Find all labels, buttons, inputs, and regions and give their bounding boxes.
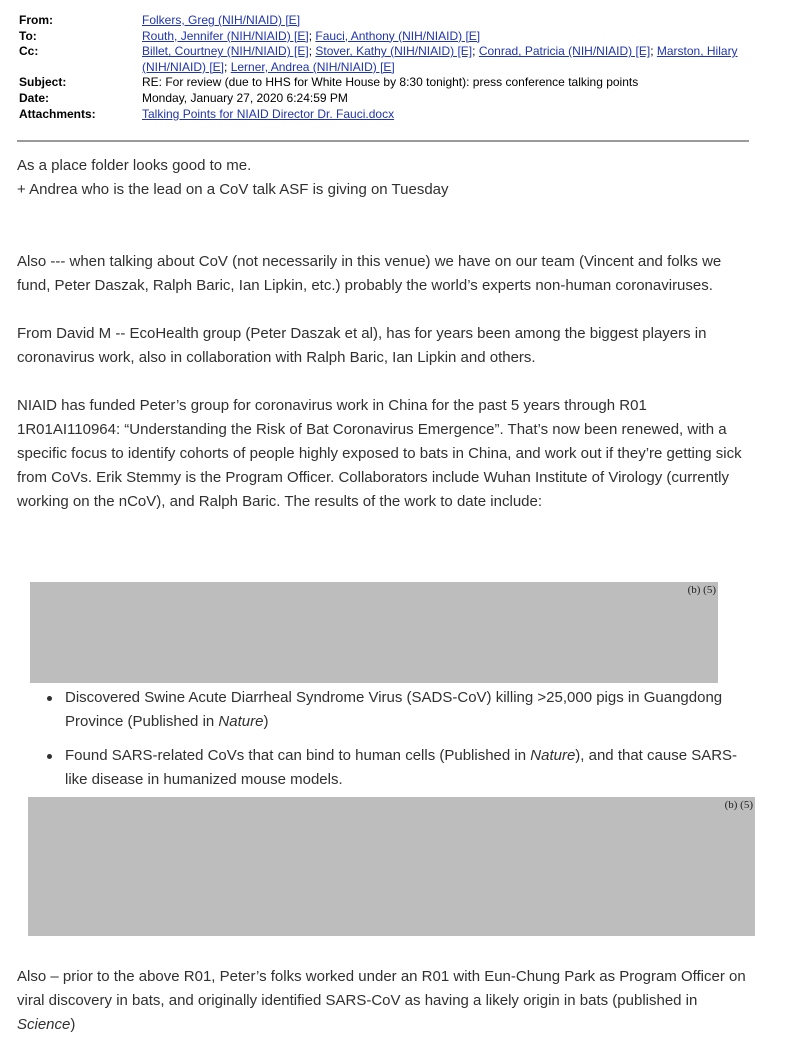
list-item	[47, 744, 747, 792]
redaction-block-1	[30, 582, 718, 683]
to-label: To:	[19, 28, 37, 43]
cc-link-billet[interactable]: Billet, Courtney (NIH/NIAID) [E]	[142, 44, 309, 59]
bullet-1-end: )	[263, 713, 269, 730]
bullet-icon	[47, 696, 52, 701]
subject-label: Subject:	[19, 75, 67, 90]
to-link-routh[interactable]: Routh, Jennifer (NIH/NIAID) [E]	[142, 28, 309, 43]
attachment-link[interactable]: Talking Points for NIAID Director Dr. Fauci.docx	[142, 106, 395, 121]
cc-link-conrad[interactable]: Conrad, Patricia (NIH/NIAID) [E]	[478, 44, 651, 59]
date-label: Date:	[19, 90, 50, 105]
from-label: From:	[19, 13, 53, 27]
redaction-tag-2: (b) (5)	[724, 799, 753, 811]
paragraph-prior-r01	[17, 965, 747, 1037]
separator: ;	[650, 44, 654, 59]
attachments-row	[19, 107, 749, 123]
separator: ;	[308, 28, 313, 43]
bullet-2-journal: Nature	[530, 747, 576, 764]
cc-row	[19, 44, 749, 75]
paragraph-ecohealth: From David M -- EcoHealth group (Peter Daszak et al), has for years been among the biggest players in coronavirus work, also in collaboration with Ralph Baric, Ian Lipkin and others.	[17, 325, 707, 366]
date-row	[19, 91, 749, 107]
redaction-tag-1: (b) (5)	[687, 584, 716, 596]
separator: ;	[472, 44, 476, 59]
email-body	[17, 154, 757, 514]
to-link-fauci[interactable]: Fauci, Anthony (NIH/NIAID) [E]	[315, 28, 481, 43]
header-divider	[17, 140, 749, 142]
bullet-1-text: Discovered Swine Acute Diarrheal Syndrome Virus (SADS-CoV) killing >25,000 pigs in Guangdong Province (Published in	[65, 689, 723, 730]
email-header	[19, 13, 749, 122]
date-value: Monday, January 27, 2020 6:24:59 PM	[142, 90, 348, 105]
paragraph-experts: Also --- when talking about CoV (not necessarily in this venue) we have on our team (Vincent and folks we fund, Peter Daszak, Ralph Baric, Ian Lipkin, etc.) probably the world’s experts non-human coronaviruses.	[17, 253, 722, 294]
bullet-2-text: Found SARS-related CoVs that can bind to human cells (Published in	[65, 747, 531, 764]
bullet-2-end: ), and that cause SARS-like disease in humanized mouse models.	[65, 747, 738, 788]
p5-journal: Science	[17, 1016, 71, 1033]
list-item	[47, 686, 747, 734]
subject-value: RE: For review (due to HHS for White House by 8:30 tonight): press conference talking points	[142, 75, 639, 90]
from-link[interactable]: Folkers, Greg (NIH/NIAID) [E]	[142, 13, 301, 27]
from-row	[19, 13, 749, 29]
paragraph-niaid-funding: NIAID has funded Peter’s group for coronavirus work in China for the past 5 years through R01 1R01AI110964: “Understanding the Risk of Bat Coronavirus Emergence”. That’s now been renewed, with a specific focus to identify cohorts of people highly exposed to bats in China, and work out if they’re getting sick from CoVs. Erik Stemmy is the Program Officer. Collaborators include Wuhan Institute of Virology (currently working on the nCoV), and Ralph Baric. The results of the work to date include:	[17, 397, 742, 510]
attachments-label: Attachments:	[19, 106, 96, 121]
results-list	[47, 686, 747, 792]
body-line-1: As a place folder looks good to me.	[17, 157, 252, 174]
separator: ;	[224, 59, 228, 74]
bullet-icon	[47, 754, 52, 759]
body-line-2: + Andrea who is the lead on a CoV talk ASF is giving on Tuesday	[17, 181, 449, 198]
cc-link-lerner[interactable]: Lerner, Andrea (NIH/NIAID) [E]	[230, 59, 395, 74]
subject-row	[19, 75, 749, 91]
redaction-block-2	[28, 797, 755, 936]
bullet-1-journal: Nature	[218, 713, 264, 730]
cc-link-stover[interactable]: Stover, Kathy (NIH/NIAID) [E]	[315, 44, 473, 59]
to-row	[19, 29, 749, 45]
p5-text: Also – prior to the above R01, Peter’s folks worked under an R01 with Eun-Chung Park as Program Officer on viral discovery in bats, and originally identified SARS-CoV as having a likely origin in bats (published in	[17, 968, 746, 1009]
p5-end: )	[70, 1016, 76, 1033]
cc-link-marston[interactable]: Marston, Hilary (NIH/NIAID) [E]	[142, 44, 738, 74]
separator: ;	[308, 44, 313, 59]
cc-label: Cc:	[19, 44, 39, 59]
